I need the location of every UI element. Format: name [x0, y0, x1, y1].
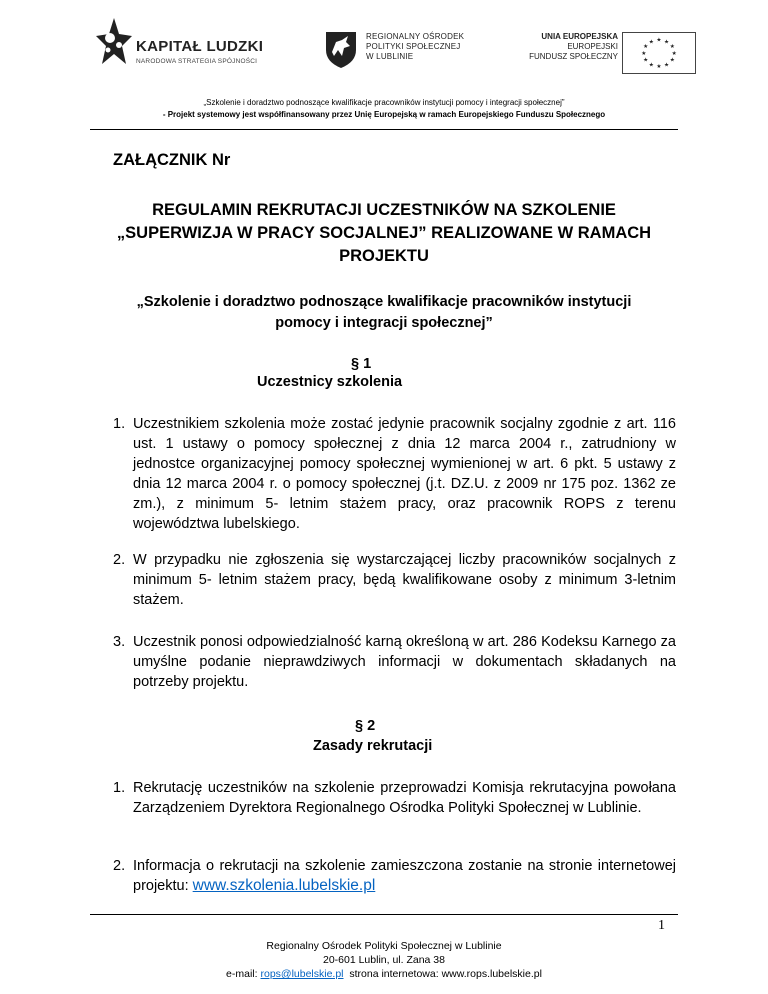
- kapital-ludzki-subtitle: NARODOWA STRATEGIA SPÓJNOŚCI: [136, 58, 258, 65]
- list-item: [113, 778, 676, 818]
- svg-text:★: ★: [643, 57, 649, 64]
- list-item-number: 1.: [113, 780, 126, 796]
- list-item-number: 3.: [113, 634, 126, 650]
- svg-text:★: ★: [669, 44, 675, 51]
- eu-flag-icon: [622, 32, 696, 74]
- footer-website: strona internetowa: www.rops.lubelskie.pl: [343, 968, 542, 980]
- list-item-number: 2.: [113, 858, 126, 874]
- project-header-line-2: - Projekt systemowy jest współfinansowany przez Unię Europejską w ramach Europejskiego Funduszu Społecznego: [162, 110, 606, 119]
- footer-address-line-2: 20-601 Lublin, ul. Zana 38: [322, 954, 445, 966]
- list-item: [113, 632, 676, 692]
- svg-text:★: ★: [648, 62, 654, 69]
- list-item-text: Uczestnik ponosi odpowiedzialność karną określoną w art. 286 Kodeksu Karnego za umyślne podanie nieprawdziwych informacji w dokumentach składanych na potrzeby projektu.: [133, 634, 676, 690]
- kapital-ludzki-logo: [96, 18, 296, 68]
- kapital-ludzki-star-icon: [96, 18, 132, 64]
- footer-email-link[interactable]: rops@lubelskie.pl: [260, 968, 344, 980]
- list-item: [113, 856, 676, 896]
- rops-line-2: POLITYKI SPOŁECZNEJ: [366, 42, 461, 51]
- svg-text:★: ★: [671, 50, 677, 57]
- document-subtitle: [100, 292, 668, 334]
- rops-logo: [322, 28, 522, 73]
- header-logos: [0, 0, 768, 85]
- rops-line-1: REGIONALNY OŚRODEK: [366, 32, 465, 41]
- svg-text:★: ★: [648, 39, 654, 46]
- project-website-link[interactable]: www.szkolenia.lubelskie.pl: [192, 877, 376, 894]
- section-2-title: Zasady rekrutacji: [313, 738, 433, 754]
- page-number: 1: [658, 918, 665, 933]
- svg-text:★: ★: [669, 57, 675, 64]
- subtitle-line-1: „Szkolenie i doradztwo podnoszące kwalifikacje pracowników instytucji: [136, 294, 632, 310]
- svg-text:★: ★: [656, 37, 662, 44]
- section-2-number: § 2: [355, 718, 376, 734]
- footer-email-label: e-mail:: [226, 968, 261, 980]
- project-header-line-1: „Szkolenie i doradztwo podnoszące kwalifikacje pracowników instytucji pomocy i integracji społecznej”: [203, 98, 565, 107]
- rops-logo-text: [366, 32, 464, 62]
- footer-divider: [90, 914, 678, 915]
- title-line-3: PROJEKTU: [339, 247, 429, 265]
- list-item-text: Uczestnikiem szkolenia może zostać jedynie pracownik socjalny zgodnie z art. 116 ust. 1 ustawy o pomocy społecznej z dnia 12 marca 2004 r., zatrudniony w jednostce organizacyjnej pomocy społecznej wymienionej w art. 6 pkt. 5 ustawy z dnia 12 marca 2004 r. o pomocy społecznej (j.t. DZ.U. z 2009 nr 175 poz. 1362 ze zm.), z minimum 5- letnim stażem pracy, oraz pracownik ROPS z terenu województwa lubelskiego.: [133, 416, 676, 532]
- list-item-number: 2.: [113, 552, 126, 568]
- list-item: [113, 550, 676, 610]
- list-item-text-prefix: Informacja o rekrutacji na szkolenie zamieszczona zostanie na stronie internetowej projektu:: [133, 858, 676, 894]
- list-item-number: 1.: [113, 416, 126, 432]
- document-title: [100, 199, 668, 268]
- section-1-title: Uczestnicy szkolenia: [257, 374, 403, 390]
- kapital-ludzki-title: KAPITAŁ LUDZKI: [136, 38, 264, 55]
- svg-text:★: ★: [664, 39, 670, 46]
- svg-text:★: ★: [656, 64, 662, 71]
- svg-text:★: ★: [643, 44, 649, 51]
- rops-line-3: W LUBLINIE: [366, 52, 414, 61]
- list-item-text: W przypadku nie zgłoszenia się wystarczającej liczby pracowników socjalnych z minimum 5- letnim stażem pracy, będą kwalifikowane osoby z minimum 3-letnim stażem.: [133, 552, 676, 608]
- annex-label: ZAŁĄCZNIK Nr: [113, 151, 231, 169]
- list-item-text: [133, 856, 676, 896]
- eu-line-3: FUNDUSZ SPOŁECZNY: [529, 52, 618, 61]
- footer-contact: [0, 968, 768, 980]
- eu-line-1: UNIA EUROPEJSKA: [541, 32, 618, 41]
- eu-logo-text: [529, 32, 618, 62]
- list-item-text: Rekrutację uczestników na szkolenie przeprowadzi Komisja rekrutacyjna powołana Zarządzeniem Dyrektora Regionalnego Ośrodka Polityki Społecznej w Lublinie.: [133, 780, 676, 816]
- eu-logo: [520, 32, 680, 77]
- subtitle-line-2: pomocy i integracji społecznej”: [275, 315, 493, 331]
- title-line-2: „SUPERWIZJA W PRACY SOCJALNEJ” REALIZOWANE W RAMACH: [116, 224, 652, 242]
- svg-text:★: ★: [664, 62, 670, 69]
- section-1-number: § 1: [351, 356, 372, 372]
- footer-address-line-1: Regionalny Ośrodek Polityki Społecznej w Lublinie: [266, 940, 502, 952]
- eu-line-2: EUROPEJSKI: [567, 42, 618, 51]
- rops-emblem-icon: [322, 28, 360, 68]
- header-divider: [90, 129, 678, 130]
- svg-text:★: ★: [641, 50, 647, 57]
- title-line-1: REGULAMIN REKRUTACJI UCZESTNIKÓW NA SZKOLENIE: [152, 201, 616, 219]
- list-item: [113, 414, 676, 534]
